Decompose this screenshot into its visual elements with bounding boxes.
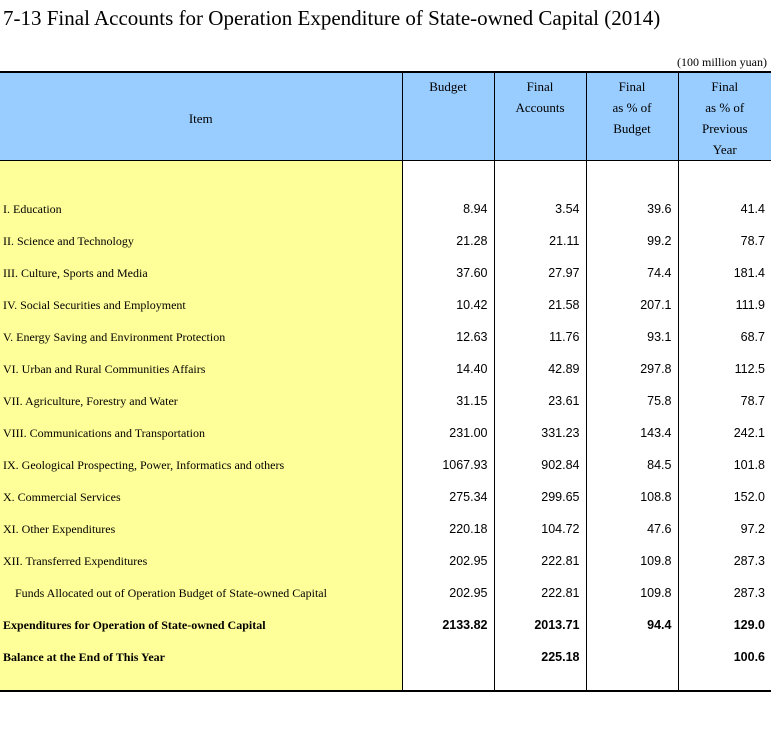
table-row: [0, 257, 771, 289]
row-pct-prev: 78.7: [678, 385, 771, 417]
row-item: IV. Social Securities and Employment: [0, 289, 402, 321]
row-final: 331.23: [494, 417, 586, 449]
row-budget: 231.00: [402, 417, 494, 449]
row-budget: 8.94: [402, 193, 494, 225]
header-item: Item: [0, 72, 402, 161]
table-row: [0, 225, 771, 257]
row-budget: [402, 641, 494, 691]
spacer-cell: [586, 161, 678, 194]
header-line: as % of: [612, 100, 652, 115]
row-budget: 21.28: [402, 225, 494, 257]
table-row: [0, 353, 771, 385]
row-item: I. Education: [0, 193, 402, 225]
spacer-cell: [402, 161, 494, 194]
row-item: XII. Transferred Expenditures: [0, 545, 402, 577]
spacer-cell: [678, 161, 771, 194]
table-row: [0, 321, 771, 353]
header-line: Year: [712, 142, 737, 157]
header-line: as % of: [705, 100, 745, 115]
page-title: 7-13 Final Accounts for Operation Expenditure of State-owned Capital (2014): [3, 6, 661, 30]
row-item: IX. Geological Prospecting, Power, Informatics and others: [0, 449, 402, 481]
row-budget: 2133.82: [402, 609, 494, 641]
row-final: 11.76: [494, 321, 586, 353]
row-budget: 10.42: [402, 289, 494, 321]
header-row: [0, 72, 771, 161]
row-item: VI. Urban and Rural Communities Affairs: [0, 353, 402, 385]
row-final: 222.81: [494, 577, 586, 609]
row-pct-prev: 181.4: [678, 257, 771, 289]
header-line: Final: [711, 79, 739, 94]
row-item: Balance at the End of This Year: [0, 641, 402, 691]
header-line: Previous: [702, 121, 748, 136]
row-item: Expenditures for Operation of State-owned Capital: [0, 609, 402, 641]
row-item: V. Energy Saving and Environment Protection: [0, 321, 402, 353]
row-budget: 220.18: [402, 513, 494, 545]
table-row-subitem: [0, 577, 771, 609]
header-line: Accounts: [515, 100, 565, 115]
table-row-total: [0, 609, 771, 641]
row-item: XI. Other Expenditures: [0, 513, 402, 545]
header-line: Final: [526, 79, 554, 94]
table-row: [0, 449, 771, 481]
row-pct-prev: 111.9: [678, 289, 771, 321]
table-row: [0, 417, 771, 449]
row-budget: 1067.93: [402, 449, 494, 481]
row-budget: 37.60: [402, 257, 494, 289]
row-final: 225.18: [494, 641, 586, 691]
table-row-balance: [0, 641, 771, 691]
row-final: 27.97: [494, 257, 586, 289]
row-pct-prev: 101.8: [678, 449, 771, 481]
row-pct-prev: 129.0: [678, 609, 771, 641]
header-final-pct-budget: [586, 72, 678, 161]
row-final: 104.72: [494, 513, 586, 545]
row-item: III. Culture, Sports and Media: [0, 257, 402, 289]
row-pct-budget: [586, 641, 678, 691]
row-item: X. Commercial Services: [0, 481, 402, 513]
row-pct-budget: 108.8: [586, 481, 678, 513]
header-budget: Budget: [402, 72, 494, 161]
row-pct-budget: 39.6: [586, 193, 678, 225]
spacer-cell: [494, 161, 586, 194]
row-final: 21.58: [494, 289, 586, 321]
row-budget: 14.40: [402, 353, 494, 385]
header-final-pct-prev: [678, 72, 771, 161]
header-final-accounts: [494, 72, 586, 161]
table-row: [0, 545, 771, 577]
row-pct-budget: 94.4: [586, 609, 678, 641]
unit-label: (100 million yuan): [677, 55, 767, 69]
table-row: [0, 513, 771, 545]
spacer-row: [0, 161, 771, 194]
row-item: VIII. Communications and Transportation: [0, 417, 402, 449]
row-pct-prev: 100.6: [678, 641, 771, 691]
row-pct-budget: 93.1: [586, 321, 678, 353]
accounts-table: [0, 71, 771, 692]
row-pct-prev: 68.7: [678, 321, 771, 353]
row-pct-prev: 242.1: [678, 417, 771, 449]
header-line: Budget: [613, 121, 651, 136]
row-item: Funds Allocated out of Operation Budget of State-owned Capital: [0, 577, 402, 609]
row-final: 23.61: [494, 385, 586, 417]
table-row: [0, 289, 771, 321]
row-item: II. Science and Technology: [0, 225, 402, 257]
row-pct-budget: 297.8: [586, 353, 678, 385]
row-pct-prev: 41.4: [678, 193, 771, 225]
row-pct-prev: 112.5: [678, 353, 771, 385]
table-row: [0, 193, 771, 225]
row-pct-prev: 97.2: [678, 513, 771, 545]
row-final: 42.89: [494, 353, 586, 385]
row-pct-budget: 207.1: [586, 289, 678, 321]
row-item: VII. Agriculture, Forestry and Water: [0, 385, 402, 417]
row-final: 222.81: [494, 545, 586, 577]
table-row: [0, 385, 771, 417]
row-pct-prev: 152.0: [678, 481, 771, 513]
row-final: 902.84: [494, 449, 586, 481]
row-pct-budget: 109.8: [586, 577, 678, 609]
row-budget: 12.63: [402, 321, 494, 353]
row-pct-prev: 287.3: [678, 577, 771, 609]
row-pct-prev: 78.7: [678, 225, 771, 257]
row-budget: 275.34: [402, 481, 494, 513]
row-pct-budget: 74.4: [586, 257, 678, 289]
row-pct-budget: 47.6: [586, 513, 678, 545]
spacer-cell: [0, 161, 402, 194]
header-line: Final: [618, 79, 646, 94]
table-row: [0, 481, 771, 513]
row-pct-budget: 99.2: [586, 225, 678, 257]
row-budget: 202.95: [402, 577, 494, 609]
row-pct-budget: 84.5: [586, 449, 678, 481]
row-final: 3.54: [494, 193, 586, 225]
row-pct-prev: 287.3: [678, 545, 771, 577]
row-final: 299.65: [494, 481, 586, 513]
row-pct-budget: 143.4: [586, 417, 678, 449]
row-pct-budget: 109.8: [586, 545, 678, 577]
row-final: 21.11: [494, 225, 586, 257]
row-final: 2013.71: [494, 609, 586, 641]
row-budget: 31.15: [402, 385, 494, 417]
row-pct-budget: 75.8: [586, 385, 678, 417]
row-budget: 202.95: [402, 545, 494, 577]
